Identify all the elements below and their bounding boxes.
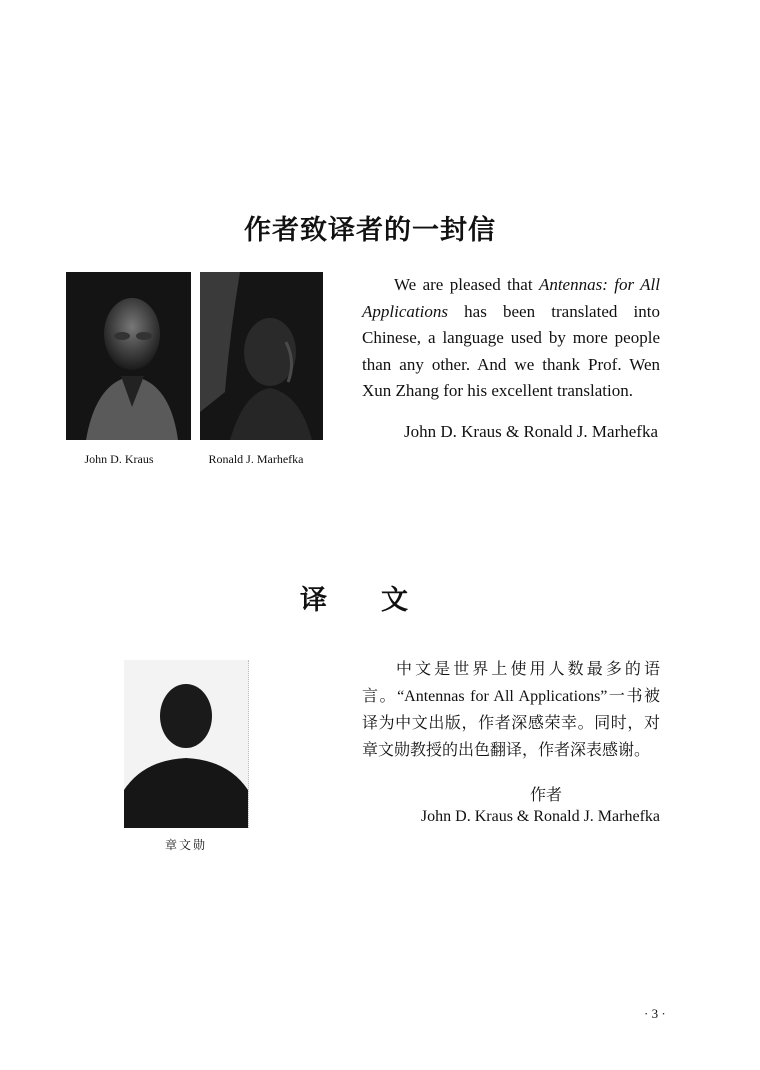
translation-text: 中文是世界上使用人数最多的语言。“Antennas for All Applications”一书被译为中文出版，作者深感荣幸。同时，对章文勋教授的出色翻译，作者深表感谢。	[362, 661, 660, 759]
marhefka-caption: Ronald J. Marhefka	[208, 452, 304, 466]
page-number: · 3 ·	[644, 1006, 666, 1021]
zhang-photo	[124, 660, 249, 828]
kraus-caption: John D. Kraus	[84, 452, 154, 466]
kraus-photo	[66, 272, 191, 440]
book-title: Antennas: for All Applications	[362, 275, 660, 321]
translation-heading	[300, 578, 408, 617]
translation-heading-char-1: 译	[300, 585, 327, 616]
zhang-caption: 章文勋	[164, 838, 207, 852]
letter-rest: has been translated into Chinese, a language used by more people than any other. And we thank Prof. Wen Xun Zhang for his excellent translation.	[362, 301, 660, 400]
translation-heading-char-2: 文	[381, 585, 408, 616]
letter-body	[362, 272, 660, 405]
marhefka-photo	[200, 272, 323, 440]
page-title: 作者致译者的一封信	[244, 215, 496, 246]
letter-signature: John D. Kraus & Ronald J. Marhefka	[403, 422, 658, 441]
translation-signature: John D. Kraus & Ronald J. Marhefka	[420, 808, 660, 825]
translation-body	[362, 656, 660, 764]
translation-author-label: 作者	[529, 787, 562, 804]
letter-lead: We are pleased that	[394, 275, 539, 294]
